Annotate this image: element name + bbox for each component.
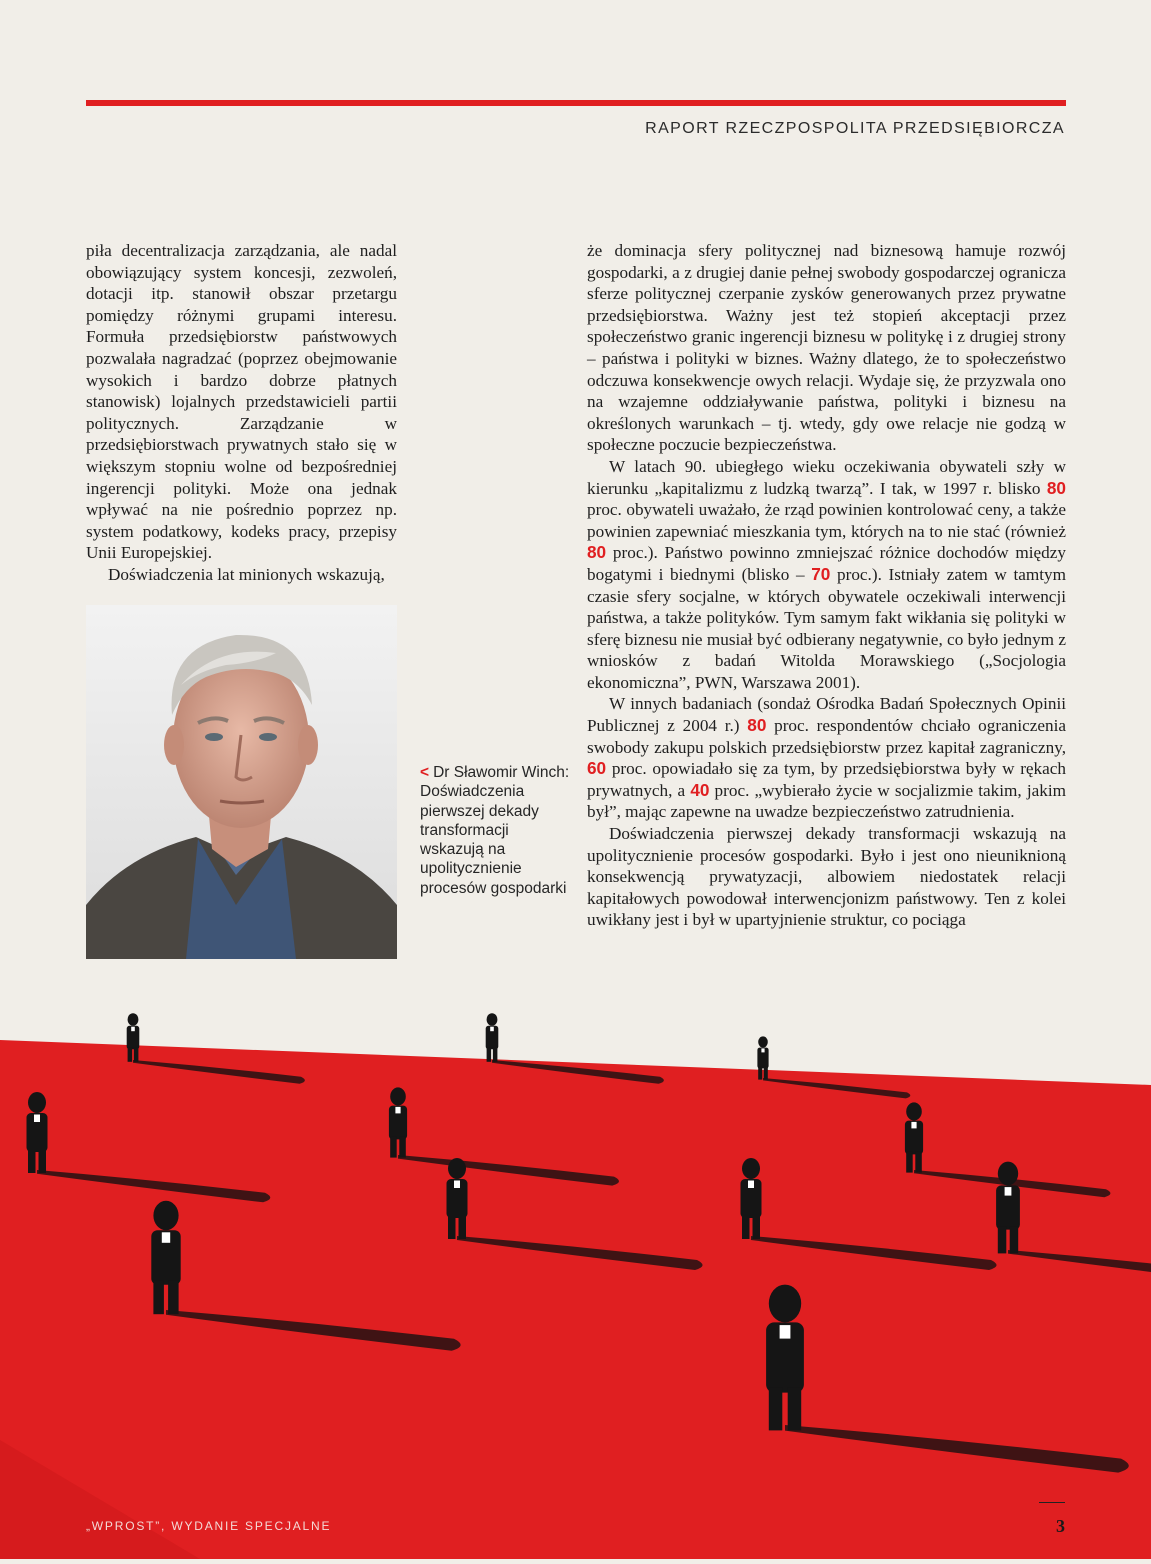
paragraph: W latach 90. ubiegłego wieku oczekiwania obywateli szły w kierunku „kapitalizmu z ludzką twarzą”. I tak, w 1997 r. blisko 80 proc. obywateli uważało, że rząd powinien kontrolować ceny, a także powinien zapewniać mieszkania tym, których na to nie stać (również 80 proc.). Państwo powinno zmniejszać różnice dochodów między bogatymi i biednymi (blisko – 70 proc.). Istniały zatem w tamtym czasie sfery socjalne, w których obywatele oczekiwali interwencji państwa, a także polityków. Tym samym fakt wikłania się polityki w sferę biznesu nie musiał być odbierany negatywnie, co było jednym z wniosków z badań Witolda Morawskiego („Socjologia ekonomiczna”, PWN, Warszawa 2001). bbox=[587, 456, 1066, 692]
article-column-left bbox=[86, 240, 397, 586]
paragraph: że dominacja sfery politycznej nad biznesową hamuje rozwój gospodarki, a z drugiej danie pełnej swobody gospodarczej ogranicza sferze politycznej czerpanie zysków generowanych przez prywatne przedsiębiorstwa. Ważny jest też stopień akceptacji przez społeczeństwo granic ingerencji biznesu w politykę i z drugiej strony – państwa i polityki w biznes. Ważny dlatego, że to społeczeństwo odczuwa konsekwencje owych relacji. Wydaje się, że przyzwala ono na wzajemne oddziaływanie państwa, polityki i biznesu na określonych warunkach – tj. wtedy, gdy owe relacje nie godzą w społeczne poczucie bezpieczeństwa. bbox=[587, 241, 1066, 455]
paragraph: Doświadczenia pierwszej dekady transformacji wskazują na upolitycznienie procesów gospodarki. Było i jest ono nieuniknioną konsekwencją prywatyzacji, albowiem niedostatek relacji kapitałowych powodował interwencjonizm państwowy. Ten z kolei uwikłany jest i był w upartyjnienie struktur, co pociąga bbox=[587, 824, 1066, 930]
section-title: RAPORT RZECZPOSPOLITA PRZEDSIĘBIORCZA bbox=[645, 120, 1065, 137]
paragraph: Doświadczenia lat minionych wskazują, bbox=[108, 564, 385, 584]
highlight-number: 70 bbox=[811, 563, 831, 584]
header-red-rule bbox=[86, 100, 1066, 106]
paragraph: piła decentralizacja zarządzania, ale nadal obowiązujący system koncesji, zezwoleń, dotacji itp. stanowił obszar przetargu pomiędzy różnymi grupami interesu. Formuła przedsiębiorstw państwowych pozwalała nagradzać (poprzez obejmowanie wysokich i bardzo dobrze płatnych stanowisk) lojalnych przedstawicieli partii politycznych. Zarządzanie w przedsiębiorstwach prywatnych stało się w większym stopniu wolne od bezpośredniej ingerencji polityki. Może ona jednak wpływać na nie pośrednio poprzez np. system podatkowy, kodeks pracy, przepisy Unii Europejskiej. bbox=[86, 241, 397, 563]
page-number-rule bbox=[1039, 1502, 1065, 1503]
highlight-number: 80 bbox=[587, 542, 607, 563]
publication-footer: „WPROST”, WYDANIE SPECJALNE bbox=[86, 1519, 332, 1533]
caption-arrow-icon: < bbox=[420, 764, 430, 781]
highlight-number: 60 bbox=[587, 758, 607, 779]
illustration-red-field bbox=[0, 1000, 1151, 1559]
photo-caption: < Dr Sławomir Winch: Doświadczenia pierwszej dekady transformacji wskazują na upolitycznienie procesów gospodarki bbox=[420, 764, 570, 897]
highlight-number: 40 bbox=[690, 779, 710, 800]
portrait-photo bbox=[86, 605, 397, 959]
article-column-right bbox=[587, 240, 1066, 931]
highlight-number: 80 bbox=[1046, 477, 1066, 498]
paragraph: W innych badaniach (sondaż Ośrodka Badań Społecznych Opinii Publicznej z 2004 r.) 80 proc. respondentów chciało ograniczenia swobody zakupu polskich przedsiębiorstw przez kapitał zagraniczny, 60 proc. opowiadało się za tym, by przedsiębiorstwa były w rękach prywatnych, a 40 proc. „wybierało życie w socjalizmie takim, jakim był”, mając zapewne na uwadze bezpieczeństwo zatrudnienia. bbox=[587, 694, 1066, 822]
page-number: 3 bbox=[1056, 1516, 1065, 1536]
highlight-number: 80 bbox=[747, 715, 767, 736]
